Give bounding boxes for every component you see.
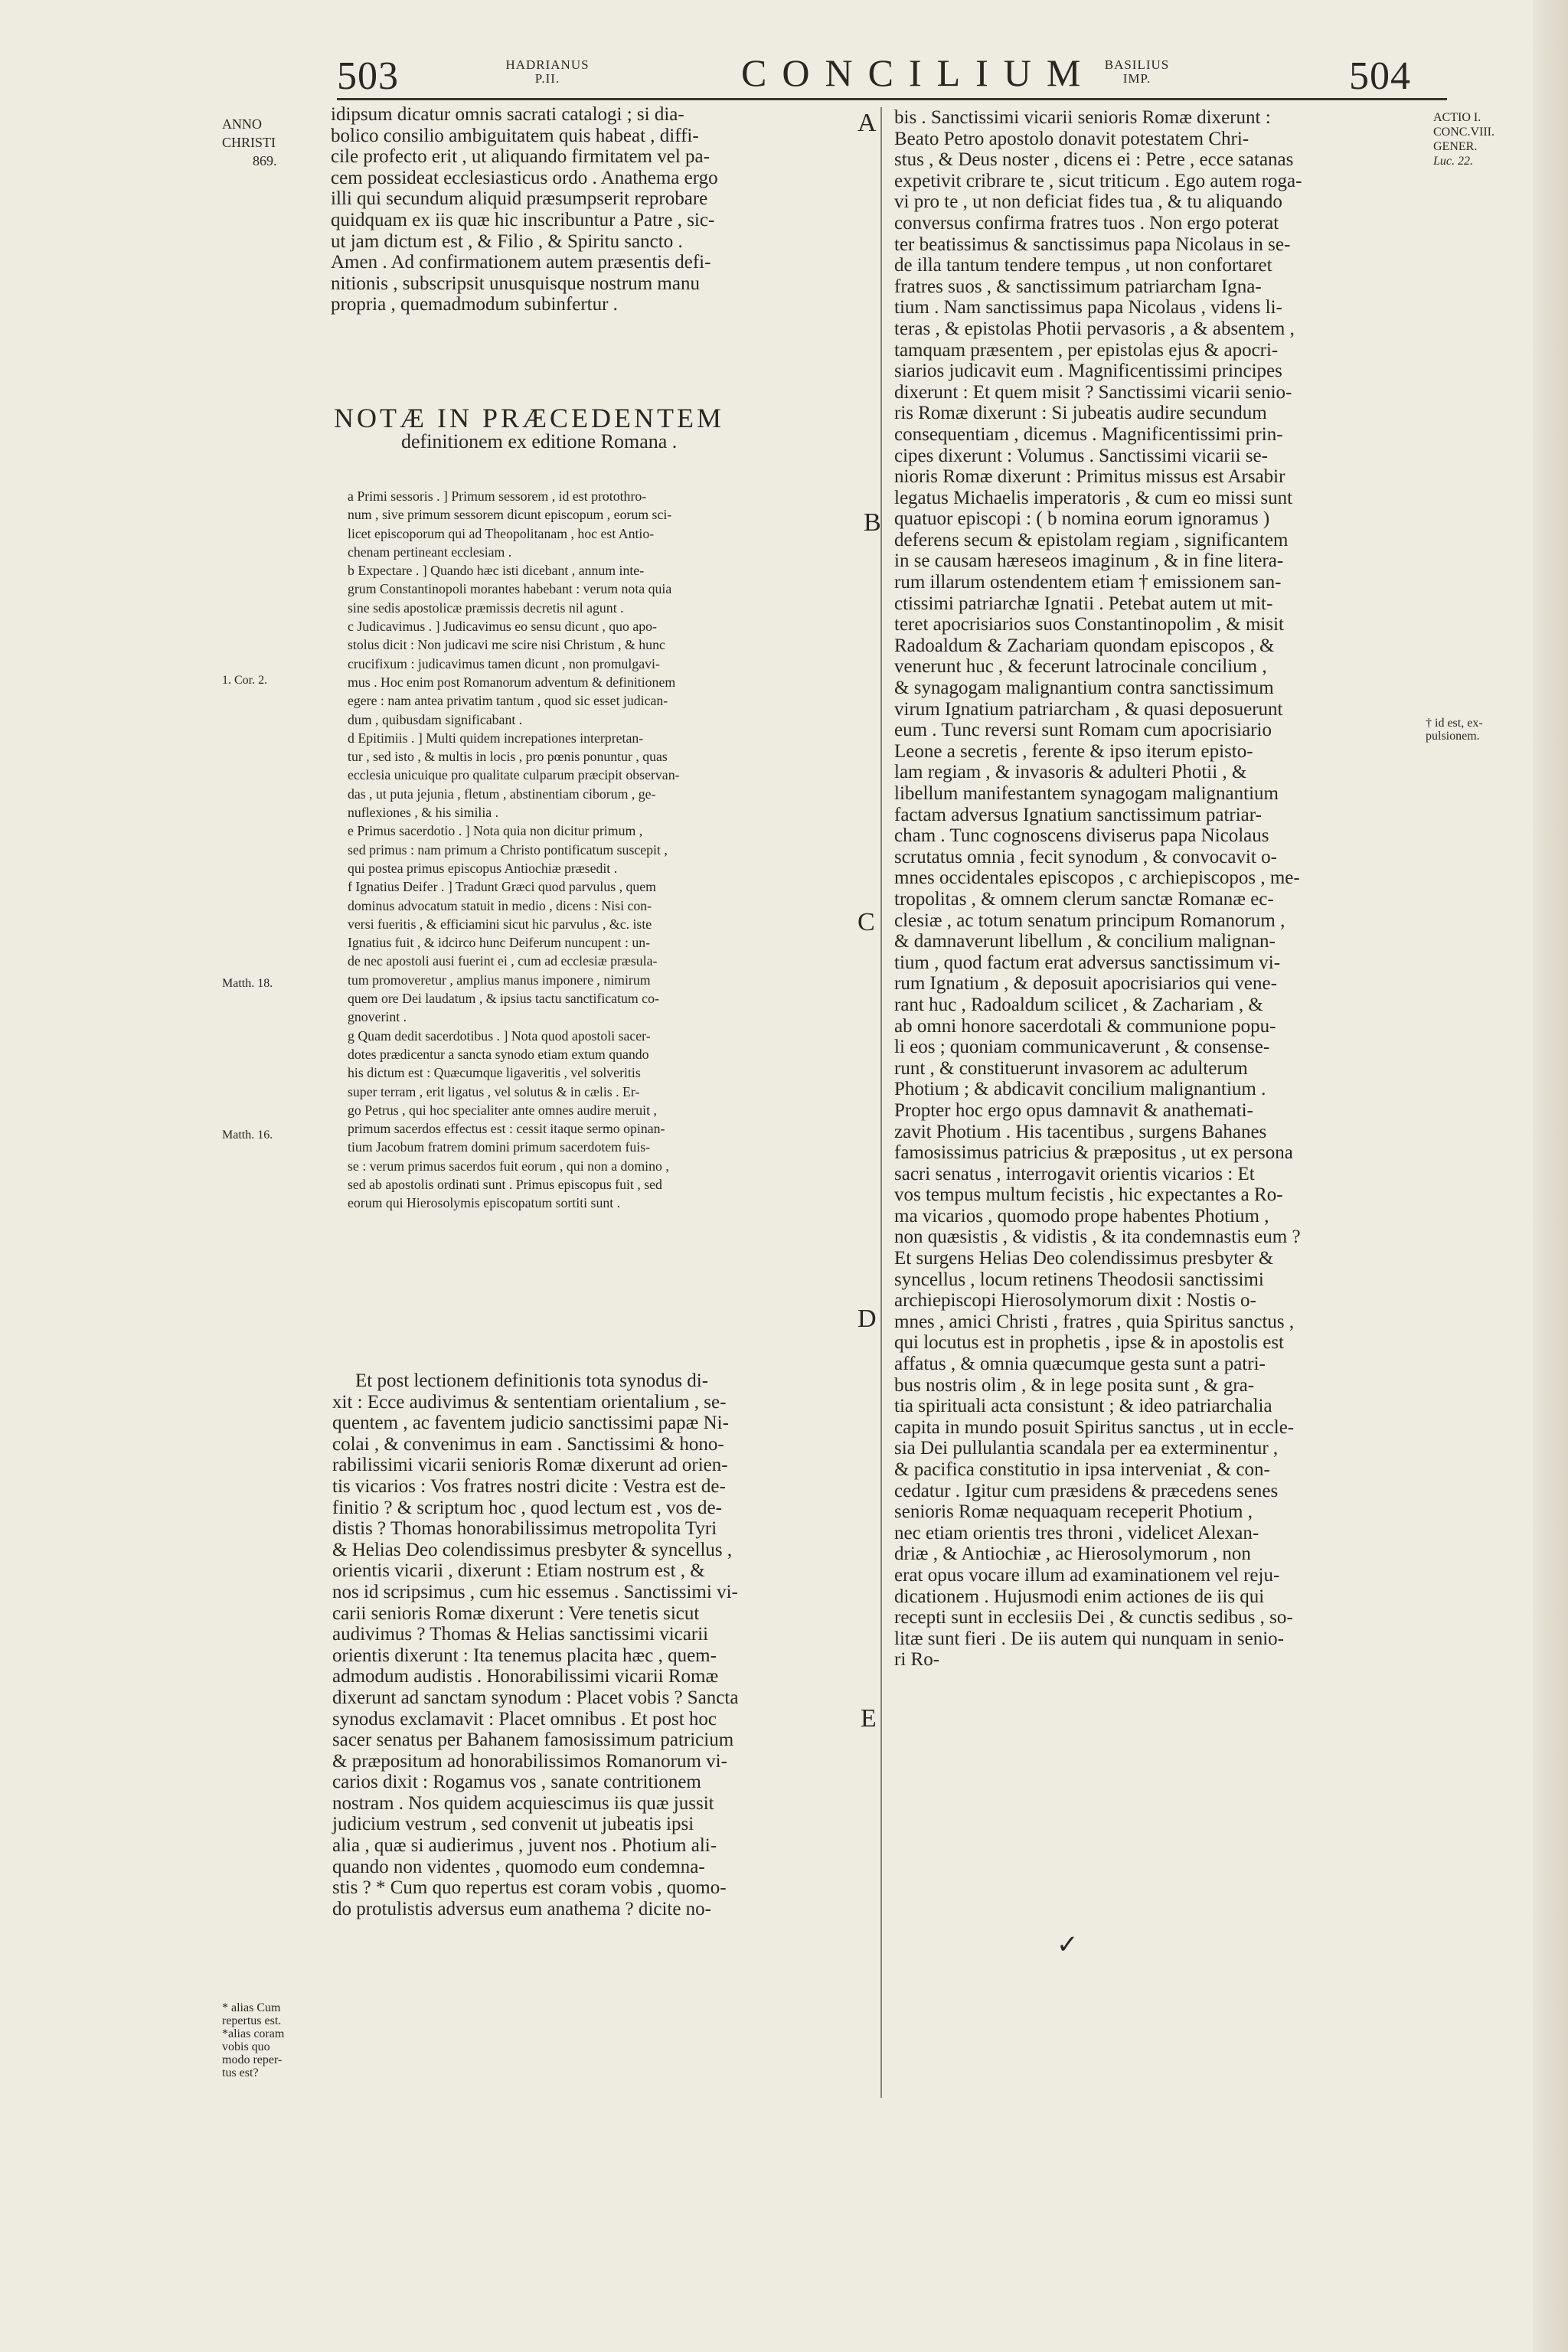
text-line: & præpositum ad honorabilissimos Romanorum vi- (332, 1750, 727, 1772)
note-line: qui postea primus episcopus Antiochiæ præsedit . (348, 860, 618, 876)
text-line: distis ? Thomas honorabilissimus metropolita Tyri (332, 1518, 717, 1540)
text-line: carii senioris Romæ dixerunt : Vere tenetis sicut (332, 1602, 700, 1624)
note-line: num , sive primum sessorem dicunt episcopum , eorum sci- (348, 507, 672, 523)
note-line: licet episcoporum qui ad Theopolitanam , hoc est Antio- (348, 525, 655, 541)
note-line: ecclesia unicuique pro qualitate culparum præcipit observan- (348, 767, 680, 783)
text-line: syncellus , locum retinens Theodosii sanctissimi (894, 1269, 1264, 1290)
text-line: Et surgens Helias Deo colendissimus presbyter & (894, 1248, 1274, 1269)
text-line: eum . Tunc reversi sunt Romam cum apocrisiario (894, 720, 1272, 741)
margin-year (222, 115, 277, 170)
text-line: venerunt huc , & fecerunt latrocinale concilium , (894, 656, 1267, 678)
text-line: idipsum dicatur omnis sacrati catalogi ; si dia- (331, 104, 684, 125)
text-line: li eos ; quoniam communicaverunt , & consense- (894, 1037, 1270, 1058)
note-line: a Primi sessoris . ] Primum sessorem , id est protothro- (348, 488, 647, 504)
marginalia-mark: ✓ (1057, 1931, 1079, 1959)
text-line: tium . Nam sanctissimus papa Nicolaus , videns li- (894, 297, 1282, 318)
note-line: tum promoveretur , amplius manus imponere , nimirum (348, 972, 651, 988)
text-line: tamquam præsentem , per epistolas ejus & apocri- (894, 339, 1279, 361)
text-line: xit : Ecce audivimus & sententiam orientalium , se- (332, 1391, 727, 1413)
text-line: erat opus vocare illum ad examinationem vel reju- (894, 1564, 1280, 1586)
page-edge (1533, 0, 1568, 2352)
text-line: & synagogam malignantium contra sanctissimum (894, 678, 1274, 699)
note-line: g Quam dedit sacerdotibus . ] Nota quod apostoli sacer- (348, 1027, 651, 1044)
page-number-right: 504 (1349, 54, 1411, 98)
margin-reference: Matth. 16. (222, 1129, 273, 1142)
note-line: das , ut puta jejunia , fletum , abstinentiam ciborum , ge- (348, 786, 656, 802)
section-letter-b: B (864, 508, 881, 537)
text-line: & Helias Deo colendissimus presbyter & syncellus , (332, 1539, 733, 1560)
text-line: deferens secum & epistolam regiam , significantem (894, 529, 1289, 550)
page-title: CONCILIUM (741, 51, 1096, 94)
note-line: e Primus sacerdotio . ] Nota quia non dicitur primum , (348, 823, 643, 839)
note-line: quem ore Dei laudatum , & ipsius tactu sanctificatum co- (348, 991, 659, 1007)
notes-heading: NOTÆ IN PRÆCEDENTEM (334, 403, 725, 433)
margin-acts-line: GENER. (1433, 140, 1478, 153)
text-line: do protulistis adversus eum anathema ? dicite no- (332, 1898, 712, 1919)
note-line: grum Constantinopoli morantes habebant : verum nota quia (348, 581, 672, 597)
note-line: go Petrus , qui hoc specialiter ante omnes audire meruit , (348, 1102, 657, 1118)
text-line: de illa tantum tendere tempus , ut non confortaret (894, 255, 1272, 276)
note-line: stolus dicit : Non judicavi me scire nisi Christum , & hunc (348, 637, 665, 653)
text-line: cem possideat ecclesiasticus ordo . Anathema ergo (331, 167, 718, 188)
text-line: cile profecto erit , ut aliquando firmitatem vel pa- (331, 146, 710, 168)
text-line: admodum audistis . Honorabilissimi vicarii Romæ (332, 1666, 719, 1687)
text-line: rant huc , Radoaldum scilicet , & Zachariam , & (894, 994, 1263, 1015)
margin-variant-line: * alias Cum (222, 2001, 281, 2014)
text-line: archiepiscopi Hierosolymorum dixit : Nostis o- (894, 1290, 1256, 1312)
text-line: nitionis , subscripsit unusquisque nostrum manu (331, 273, 700, 294)
note-line: Ignatius fuit , & idcirco hunc Deiferum nuncupent : un- (348, 935, 651, 951)
notes-text (348, 487, 680, 1213)
note-line: egere : nam antea privatim tantum , quod sic esset judican- (348, 693, 668, 709)
margin-variant-line: *alias coram (222, 2027, 285, 2040)
note-line: dotes prædicentur a sancta synodo etiam extum quando (348, 1046, 649, 1062)
note-line: dominus advocatum statuit in medio , dicens : Nisi con- (348, 897, 652, 913)
text-line: rum illarum ostendentem etiam † emissionem san- (894, 572, 1282, 593)
text-line: dixerunt : Et quem misit ? Sanctissimi vicarii senio- (894, 381, 1292, 403)
text-line: finitio ? & scriptum hoc , quod lectum est , vos de- (332, 1497, 722, 1518)
text-line: sacer senatus per Bahanem famosissimum patricium (332, 1730, 734, 1751)
text-line: runt , & constituerunt invasorem ac adulterum (894, 1057, 1248, 1079)
text-line: teras , & epistolas Photii pervasoris , a & absentem , (894, 318, 1295, 339)
note-line: de nec apostoli ausi fuerint ei , cum ad ecclesiæ præsula- (348, 953, 658, 969)
text-line: siarios judicavit eum . Magnificentissimi principes (894, 361, 1282, 382)
text-line: scrutatus omnia , fecit synodum , & convocavit o- (894, 846, 1277, 867)
margin-year-line: ANNO (222, 116, 262, 132)
text-line: in se causam hæreseos imaginum , & in fine litera- (894, 550, 1284, 572)
text-line: nec etiam orientis tres throni , videlicet Alexan- (894, 1522, 1259, 1544)
text-line: zavit Photium . His tacentibus , surgens Bahanes (894, 1121, 1267, 1142)
margin-reference: Luc. 22. (1433, 155, 1473, 168)
note-line: se : verum primus sacerdos fuit eorum , qui non a domino , (348, 1158, 669, 1174)
text-line: qui locutus est in prophetis , ipse & in apostolis est (894, 1332, 1284, 1354)
note-line: gnoverint . (348, 1009, 407, 1025)
text-line: audivimus ? Thomas & Helias sanctissimi vicarii (332, 1624, 709, 1645)
text-line: senioris Romæ nequaquam receperit Photium , (894, 1501, 1253, 1523)
margin-variant-readings (1426, 717, 1483, 743)
text-line: illi qui secundum aliquid præsumpserit reprobare (331, 188, 708, 210)
text-line: Leone a secretis , ferente & ipso iterum episto- (894, 740, 1253, 762)
text-line: orientis dixerunt : Ita tenemus placita hæc , quem- (332, 1645, 717, 1666)
note-line: tur , sed isto , & multis in locis , pro pœnis ponuntur , quas (348, 749, 668, 765)
note-line: versi fueritis , & efficiamini sicut hic parvulus , &c. iste (348, 916, 652, 932)
margin-variant-line: † id est, ex- (1426, 717, 1483, 730)
text-line: capita in mundo posuit Spiritus sanctus , ut in eccle- (894, 1416, 1295, 1438)
margin-variant-line: repertus est. (222, 2014, 282, 2027)
margin-variant-line: vobis quo (222, 2040, 270, 2053)
note-line: sed ab apostolis ordinati sunt . Primus episcopus fuit , sed (348, 1176, 662, 1192)
text-line: rum Ignatium , & deposuit apocrisiarios qui vene- (894, 973, 1277, 995)
text-line: nostram . Nos quidem acquiescimus iis quæ jussit (332, 1792, 714, 1814)
text-line: litæ sunt fieri . De iis autem qui nunquam in senio- (894, 1628, 1284, 1649)
text-line: nos id scripsimus , cum hic essemus . Sanctissimi vi- (332, 1581, 738, 1602)
note-line: d Epitimiis . ] Multi quidem increpationes interpretan- (348, 730, 644, 746)
text-line: fratres suos , & sanctissimum patriarcham Igna- (894, 276, 1262, 297)
notes-subheading: definitionem ex editione Romana . (401, 430, 678, 452)
text-line: quentem , ac faventem judicio sanctissimi papæ Ni- (332, 1413, 729, 1434)
text-line: Amen . Ad confirmationem autem præsentis defi- (331, 252, 711, 273)
text-line: quidquam ex iis quæ hic inscribuntur a Patre , sic- (331, 209, 715, 230)
note-line: nuflexiones , & his similia . (348, 805, 499, 821)
margin-variant-readings (222, 2001, 284, 2079)
note-line: tium Jacobum fratrem domini primum sacerdotem fuis- (348, 1139, 651, 1155)
text-line: expetivit cribrare te , sicut triticum . Ego autem roga- (894, 170, 1302, 191)
text-line: & damnaverunt libellum , & concilium malignan- (894, 931, 1276, 952)
text-line: affatus , & omnia quæcumque gesta sunt a patri- (894, 1354, 1266, 1375)
text-line: ri Ro- (894, 1649, 940, 1671)
note-line: f Ignatius Deifer . ] Tradunt Græci quod parvulus , quem (348, 879, 656, 895)
margin-acts (1433, 110, 1494, 168)
header-rule (337, 98, 1447, 100)
text-line: mnes occidentales episcopos , c archiepiscopos , me- (894, 867, 1300, 889)
text-line: stis ? * Cum quo repertus est coram vobis , quomo- (332, 1877, 727, 1899)
text-line: dicationem . Hujusmodi enim actiones de iis qui (894, 1586, 1265, 1607)
note-line: super terram , erit ligatus , vel solutus & in cælis . Er- (348, 1083, 640, 1099)
text-line: Propter hoc ergo opus damnavit & anathemati- (894, 1099, 1253, 1121)
text-line: libellum manifestantem synagogam malignantium (894, 783, 1279, 804)
margin-reference: Matth. 18. (222, 977, 273, 990)
text-line: tia spirituali acta consistunt ; & ideo patriarchalia (894, 1396, 1272, 1417)
text-line: ctissimi patriarchæ Ignatii . Petebat autem ut mit- (894, 593, 1273, 614)
text-line: cham . Tunc cognoscens diviserus papa Nicolaus (894, 825, 1269, 847)
section-letter-c: C (858, 908, 875, 936)
section-letter-a: A (858, 109, 877, 137)
running-head-left (505, 58, 590, 86)
note-line: his dictum est : Quæcumque ligaveritis , vel solveritis (348, 1065, 641, 1081)
running-head-right-line: IMP. (1122, 71, 1152, 86)
text-line: synodus exclamavit : Placet omnibus . Et post hoc (332, 1708, 717, 1730)
text-line: cedatur . Igitur cum præsidens & præcedens senes (894, 1480, 1279, 1501)
text-line: & pacifica constitutio in ipsa interveniat , & con- (894, 1459, 1270, 1480)
text-line: conversus confirma fratres tuos . Non ergo poterat (894, 212, 1279, 234)
text-line: dixerunt ad sanctam synodum : Placet vobis ? Sancta (332, 1687, 739, 1708)
text-line: teret apocrisiarios suos Constantinopolim , & misit (894, 614, 1284, 635)
text-line: carios dixit : Rogamus vos , sanate contritionem (332, 1772, 701, 1793)
text-line: tium , quod factum erat adversus sanctissimum vi- (894, 952, 1281, 973)
text-line: stus , & Deus noster , dicens ei : Petre , ecce satanas (894, 149, 1294, 171)
text-line: legatus Michaelis imperatoris , & cum eo missi sunt (894, 487, 1293, 508)
text-line: quando non videntes , quomodo eum condemna- (332, 1856, 705, 1877)
right-column-text (894, 107, 1302, 1671)
text-line: non quæsistis , & vidistis , & ita condemnastis eum ? (894, 1227, 1301, 1248)
note-line: sine sedis apostolicæ præmissis decretis nil agunt . (348, 599, 624, 616)
text-line: vos tempus multum fecistis , hic expectantes a Ro- (894, 1184, 1283, 1206)
margin-acts-line: ACTIO I. (1433, 111, 1481, 124)
text-line: consequentiam , dicemus . Magnificentissimi prin- (894, 423, 1283, 445)
text-line: tis vicarios : Vos fratres nostri dicite : Vestra est de- (332, 1475, 726, 1497)
text-line: vi pro te , ut non deficiat fides tua , & tu aliquando (894, 191, 1282, 213)
margin-variant-line: tus est? (222, 2066, 259, 2079)
page-number-left: 503 (337, 54, 399, 98)
text-line: Et post lectionem definitionis tota synodus di- (355, 1370, 709, 1391)
section-letter-d: D (858, 1305, 877, 1333)
margin-variant-line: pulsionem. (1426, 730, 1480, 743)
text-line: Photium ; & abdicavit concilium malignantium . (894, 1079, 1266, 1100)
text-line: nioris Romæ dixerunt : Primitus missus est Arsabir (894, 466, 1285, 488)
text-line: alia , quæ si audierimus , juvent nos . Photium ali- (332, 1835, 717, 1857)
text-line: famosissimus patricius & præpositus , ut ex persona (894, 1142, 1293, 1164)
note-line: c Judicavimus . ] Judicavimus eo sensu dicunt , quo apo- (348, 619, 657, 635)
running-head-right (1095, 58, 1179, 86)
text-line: ter beatissimus & sanctissimus papa Nicolaus in se- (894, 234, 1291, 255)
text-line: ma vicarios , quomodo prope habentes Photium , (894, 1205, 1269, 1227)
margin-reference: 1. Cor. 2. (222, 674, 268, 687)
left-column-top-text (331, 104, 718, 315)
margin-year-line: 869. (253, 153, 277, 168)
text-line: mnes , amici Christi , fratres , quia Spiritus sanctus , (894, 1311, 1295, 1332)
text-line: virum Ignatium patriarcham , & quasi deposuerunt (894, 698, 1283, 720)
text-line: sia Dei pullulantia scandala per ea exterminentur , (894, 1438, 1279, 1459)
text-line: bolico consilio ambiguitatem quis habeat , diffi- (331, 125, 699, 146)
running-head-right-line: BASILIUS (1104, 57, 1170, 72)
text-line: bis . Sanctissimi vicarii senioris Romæ dixerunt : (894, 107, 1271, 128)
note-line: crucifixum : judicavimus tamen dicunt , non promulgavi- (348, 655, 660, 671)
text-line: cipes dixerunt : Volumus . Sanctissimi vicarii se- (894, 445, 1268, 466)
text-line: ab omni honore sacerdotali & communione popu- (894, 1015, 1276, 1037)
margin-acts-line: CONC.VIII. (1433, 126, 1494, 139)
text-line: propria , quemadmodum subinfertur . (331, 294, 618, 315)
text-line: recepti sunt in ecclesiis Dei , & cunctis sedibus , so- (894, 1607, 1293, 1628)
note-line: dum , quibusdam significabant . (348, 711, 523, 727)
text-line: ut jam dictum est , & Filio , & Spiritu sancto . (331, 230, 683, 252)
text-line: lam regiam , & invasoris & adulteri Photii , & (894, 762, 1247, 783)
text-line: quatuor episcopi : ( b nomina eorum ignoramus ) (894, 508, 1270, 530)
note-line: chenam pertineant ecclesiam . (348, 544, 512, 560)
text-line: colai , & convenimus in eam . Sanctissimi & hono- (332, 1433, 724, 1455)
left-column-bottom-text (332, 1370, 738, 1919)
text-line: clesiæ , ac totum senatum principum Romanorum , (894, 910, 1285, 931)
note-line: sed primus : nam primum a Christo pontificatum suscepit , (348, 841, 668, 858)
text-line: Beato Petro apostolo donavit potestatem Chri- (894, 128, 1250, 149)
text-line: bus nostris olim , & in lege posita sunt , & gra- (894, 1374, 1255, 1396)
margin-variant-line: modo reper- (222, 2053, 283, 2066)
text-line: tropolitas , & omnem clerum sanctæ Romanæ ec- (894, 888, 1274, 910)
section-letter-e: E (861, 1704, 877, 1733)
text-line: sacri senatus , interrogavit orientis vicarios : Et (894, 1163, 1255, 1184)
note-line: primum sacerdos effectus est : cessit itaque sermo opinan- (348, 1121, 665, 1137)
running-head-left-line: HADRIANUS (505, 57, 590, 72)
text-line: driæ , & Antiochiæ , ac Hierosolymorum , non (894, 1544, 1251, 1565)
note-line: b Expectare . ] Quando hæc isti dicebant , annum inte- (348, 563, 645, 579)
text-line: ris Romæ dixerunt : Si jubeatis audire secundum (894, 403, 1267, 424)
text-line: factam adversus Ignatium sanctissimum patriar- (894, 804, 1262, 825)
text-line: Radoaldum & Zachariam quondam episcopos , & (894, 635, 1275, 656)
note-line: mus . Hoc enim post Romanorum adventum & definitionem (348, 674, 676, 690)
running-head-left-line: P.II. (534, 71, 560, 86)
note-line: eorum qui Hierosolymis episcopatum sortiti sunt . (348, 1195, 621, 1211)
text-line: orientis vicarii , dixerunt : Etiam nostrum est , & (332, 1560, 705, 1582)
margin-year-line: CHRISTI (222, 135, 276, 150)
text-line: rabilissimi vicarii senioris Romæ dixerunt ad orien- (332, 1455, 728, 1476)
column-divider (880, 107, 882, 2098)
text-line: judicium vestrum , sed convenit ut jubeatis ipsi (332, 1814, 694, 1835)
